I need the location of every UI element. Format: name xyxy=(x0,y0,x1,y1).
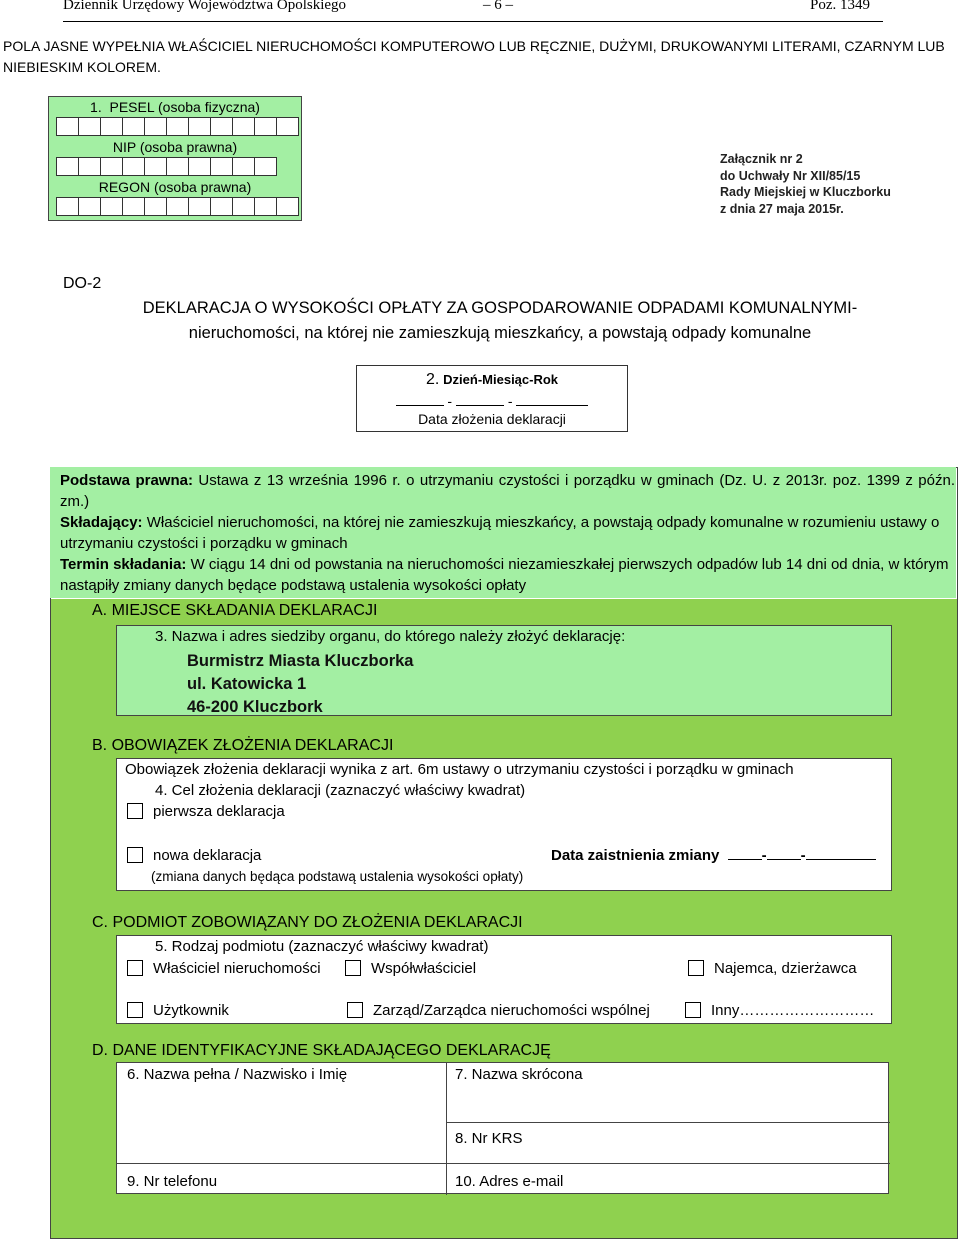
legal-basis xyxy=(60,470,955,596)
owner-checkbox[interactable] xyxy=(127,960,143,976)
option-tenant[interactable]: Najemca, dzierżawca xyxy=(688,960,857,977)
option-other[interactable]: Inny……………………… xyxy=(685,1002,874,1019)
first-declaration-checkbox[interactable] xyxy=(127,803,143,819)
section-a-heading: A. MIEJSCE SKŁADANIA DEKLARACJI xyxy=(92,602,378,619)
phone-field[interactable]: 9. Nr telefonu xyxy=(127,1173,218,1190)
section-c-box xyxy=(116,935,892,1024)
option-owner[interactable]: Właściciel nieruchomości xyxy=(127,960,321,977)
date-label: 2. Dzień-Miesiąc-Rok xyxy=(425,371,559,388)
section-d-heading: D. DANE IDENTYFIKACYJNE SKŁADAJĄCEGO DEKLARACJĘ xyxy=(92,1042,551,1059)
d-vertical-divider xyxy=(446,1063,447,1195)
change-date[interactable]: Data zaistnienia zmiany - - xyxy=(551,847,876,864)
regon-cells[interactable] xyxy=(56,197,298,217)
section-b-heading: B. OBOWIĄZEK ZŁOŻENIA DEKLARACJI xyxy=(92,737,394,754)
filer-text: Składający: Właściciel nieruchomości, na której nie zamieszkują mieszkańcy, a powstają odpady komunalne w rozumieniu ustawy o utrzymaniu czystości i porządku w gminach xyxy=(60,514,940,552)
purpose-field-label: 4. Cel złożenia deklaracji (zaznaczyć właściwy kwadrat) xyxy=(155,782,526,799)
journal-name: Dziennik Urzędowy Województwa Opolskiego xyxy=(63,0,347,13)
option-user[interactable]: Użytkownik xyxy=(127,1002,229,1019)
pesel-label: 1. PESEL (osoba fizyczna) xyxy=(90,99,260,115)
declaration-title: DEKLARACJA O WYSOKOŚCI OPŁATY ZA GOSPODAROWANIE ODPADAMI KOMUNALNYMI-nieruchomości, na której nie zamieszkują mieszkańcy, a powstają odpady komunalne xyxy=(142,299,858,342)
fill-instruction: POLA JASNE WYPEŁNIA WŁAŚCICIEL NIERUCHOMOŚCI KOMPUTEROWO LUB RĘCZNIE, DUŻYMI, DRUKOWANYMI LITERAMI, CZARNYM LUB NIEBIESKIM KOLOREM. xyxy=(3,38,945,75)
option-manager[interactable]: Zarząd/Zarządca nieruchomości wspólnej xyxy=(347,1002,650,1019)
other-checkbox[interactable] xyxy=(685,1002,701,1018)
full-name-field[interactable]: 6. Nazwa pełna / Nazwisko i Imię xyxy=(127,1066,348,1083)
section-b-box xyxy=(116,758,892,891)
submission-date-box[interactable] xyxy=(356,365,628,432)
date-blanks[interactable]: - - xyxy=(357,393,627,409)
date-caption: Data złożenia deklaracji xyxy=(418,411,566,427)
section-c-heading: C. PODMIOT ZOBOWIĄZANY DO ZŁOŻENIA DEKLARACJI xyxy=(92,914,523,931)
change-note: (zmiana danych będąca podstawą ustalenia wysokości opłaty) xyxy=(151,869,524,884)
option-first[interactable]: pierwsza deklaracja xyxy=(127,803,285,820)
legal-basis-text: Podstawa prawna: Ustawa z 13 września 1996 r. o utrzymaniu czystości i porządku w gminach (Dz. U. z 2013r. poz. 1399 z późn. zm.) xyxy=(60,472,956,510)
option-co-owner[interactable]: Współwłaściciel xyxy=(345,960,476,977)
obligation-text: Obowiązek złożenia deklaracji wynika z art. 6m ustawy o utrzymaniu czystości i porządku w gminach xyxy=(125,761,794,778)
section-d-box xyxy=(116,1062,889,1194)
new-declaration-checkbox[interactable] xyxy=(127,847,143,863)
user-checkbox[interactable] xyxy=(127,1002,143,1018)
form-code: DO-2 xyxy=(63,275,102,292)
deadline-text: Termin składania: W ciągu 14 dni od powstania na nieruchomości niezamieszkałej pierwszych odpadów lub 14 dni od dnia, w którym nastąpiły zmiany danych będące podstawą ustalenia wysokości opłaty xyxy=(60,556,949,594)
nip-label: NIP (osoba prawna) xyxy=(112,139,238,155)
office-field-label: 3. Nazwa i adres siedziby organu, do którego należy złożyć deklarację: xyxy=(155,628,626,645)
section-a-box[interactable] xyxy=(116,625,892,716)
d-right-divider xyxy=(446,1122,890,1123)
email-field[interactable]: 10. Adres e-mail xyxy=(455,1173,564,1190)
entity-field-label: 5. Rodzaj podmiotu (zaznaczyć właściwy kwadrat) xyxy=(155,938,489,955)
office-address: Burmistrz Miasta Kluczborka ul. Katowicka 1 46-200 Kluczbork xyxy=(187,652,414,716)
position-number: Poz. 1349 xyxy=(810,0,870,13)
page-header xyxy=(63,0,883,20)
option-new[interactable]: nowa deklaracja xyxy=(127,847,261,864)
regon-label: REGON (osoba prawna) xyxy=(98,179,252,195)
identifier-box xyxy=(48,96,302,221)
krs-field[interactable]: 8. Nr KRS xyxy=(455,1130,523,1147)
page-number: – 6 – xyxy=(483,0,513,13)
d-row-divider xyxy=(117,1163,890,1164)
annex-info: Załącznik nr 2 do Uchwały Nr XII/85/15 Rady Miejskiej w Kluczborku z dnia 27 maja 2015r. xyxy=(720,152,891,216)
co-owner-checkbox[interactable] xyxy=(345,960,361,976)
nip-cells[interactable] xyxy=(56,157,276,177)
header-divider xyxy=(63,21,883,22)
pesel-cells[interactable] xyxy=(56,117,298,137)
tenant-checkbox[interactable] xyxy=(688,960,704,976)
manager-checkbox[interactable] xyxy=(347,1002,363,1018)
short-name-field[interactable]: 7. Nazwa skrócona xyxy=(455,1066,583,1083)
